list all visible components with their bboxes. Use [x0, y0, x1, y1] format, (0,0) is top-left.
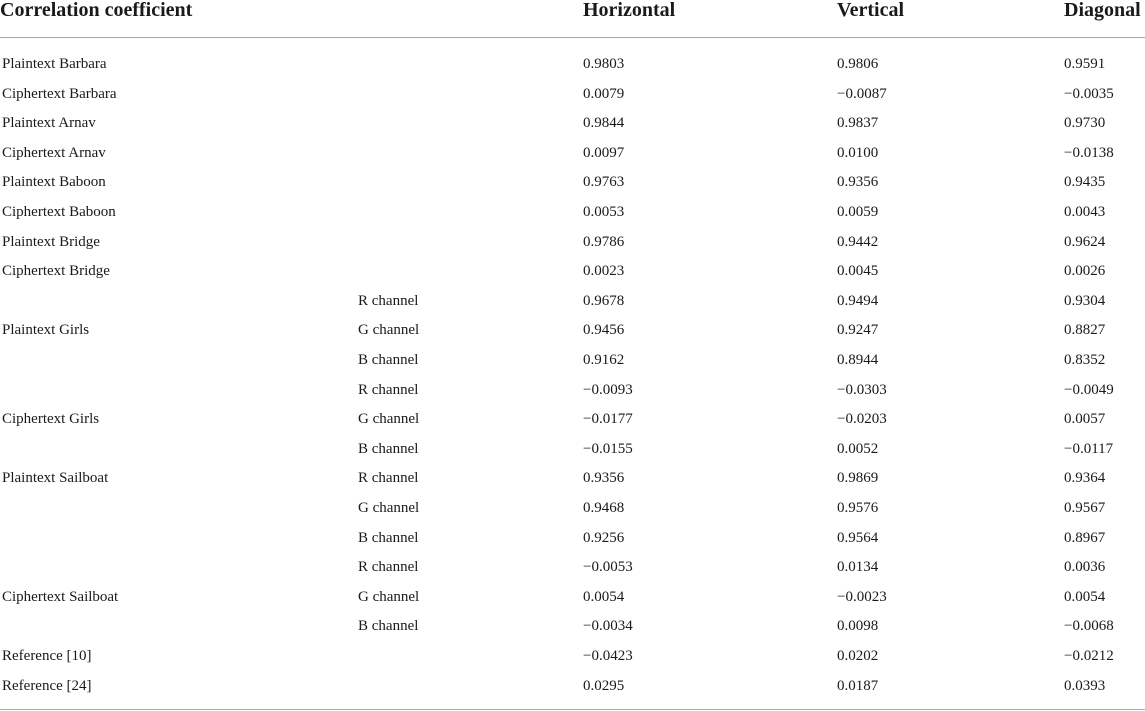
row-channel: G channel [358, 322, 420, 339]
header-correlation-coefficient: Correlation coefficient [0, 0, 193, 21]
row-diagonal: 0.0036 [1064, 559, 1106, 576]
row-diagonal: 0.9435 [1064, 174, 1106, 191]
table-row [0, 531, 1145, 561]
row-horizontal: 0.0295 [583, 677, 625, 694]
row-diagonal: 0.9304 [1064, 292, 1106, 309]
row-diagonal: 0.0043 [1064, 204, 1106, 220]
row-vertical: 0.0045 [837, 263, 879, 280]
row-name: Ciphertext Girls [2, 411, 100, 428]
row-channel: G channel [358, 500, 420, 516]
row-name: Plaintext Arnav [2, 115, 96, 132]
row-horizontal: −0.0423 [583, 648, 633, 664]
row-vertical: 0.0187 [837, 677, 879, 694]
row-horizontal: 0.9786 [583, 233, 625, 250]
row-diagonal: 0.9567 [1064, 500, 1106, 516]
row-name: Plaintext Baboon [2, 174, 106, 191]
row-vertical: −0.0303 [837, 381, 887, 398]
row-vertical: −0.0023 [837, 588, 887, 605]
row-name: Plaintext Barbara [2, 56, 107, 72]
header-vertical: Vertical [837, 0, 905, 21]
row-vertical: 0.0100 [837, 144, 879, 161]
row-vertical: 0.9806 [837, 56, 879, 72]
row-channel: R channel [358, 292, 419, 309]
table-row [0, 323, 1145, 353]
row-vertical: 0.9356 [837, 174, 879, 191]
row-horizontal: 0.0054 [583, 588, 625, 605]
row-vertical: 0.8944 [837, 352, 879, 368]
table-row [0, 294, 1145, 324]
row-channel: G channel [358, 588, 420, 605]
table-row [0, 590, 1145, 620]
table-row [0, 235, 1145, 265]
row-name: Plaintext Girls [2, 322, 90, 339]
table-row [0, 649, 1145, 679]
row-channel: R channel [358, 470, 419, 487]
row-diagonal: 0.9591 [1064, 56, 1106, 72]
row-channel: B channel [358, 440, 419, 457]
row-vertical: 0.9869 [837, 470, 879, 487]
row-name: Reference [10] [2, 648, 92, 664]
row-vertical: 0.0134 [837, 559, 879, 576]
row-horizontal: 0.0079 [583, 85, 625, 102]
row-vertical: 0.9564 [837, 529, 879, 546]
row-horizontal: −0.0093 [583, 381, 633, 398]
row-diagonal: −0.0212 [1064, 648, 1114, 664]
bottom-divider [0, 709, 1145, 710]
row-channel: G channel [358, 411, 420, 428]
row-horizontal: −0.0053 [583, 559, 633, 576]
table-row [0, 679, 1145, 709]
table-row [0, 175, 1145, 205]
row-channel: B channel [358, 529, 419, 546]
row-vertical: 0.9576 [837, 500, 879, 516]
table-row [0, 87, 1145, 117]
row-vertical: 0.0052 [837, 440, 879, 457]
row-diagonal: 0.9364 [1064, 470, 1106, 487]
table-row [0, 146, 1145, 176]
row-horizontal: 0.9456 [583, 322, 625, 339]
row-name: Reference [24] [2, 677, 92, 694]
row-horizontal: 0.9678 [583, 292, 625, 309]
table-row [0, 205, 1145, 235]
row-diagonal: −0.0068 [1064, 618, 1114, 635]
row-channel: R channel [358, 381, 419, 398]
table-row [0, 57, 1145, 87]
row-vertical: 0.9442 [837, 233, 879, 250]
row-vertical: −0.0087 [837, 85, 887, 102]
row-horizontal: −0.0155 [583, 440, 633, 457]
row-channel: B channel [358, 618, 419, 635]
row-diagonal: 0.0054 [1064, 588, 1106, 605]
row-horizontal: −0.0177 [583, 411, 633, 428]
row-vertical: 0.9837 [837, 115, 879, 132]
row-horizontal: 0.9356 [583, 470, 625, 487]
row-diagonal: 0.9624 [1064, 233, 1106, 250]
row-channel: R channel [358, 559, 419, 576]
header-diagonal: Diagonal [1064, 0, 1141, 21]
row-vertical: 0.0098 [837, 618, 879, 635]
table-row [0, 442, 1145, 472]
row-horizontal: 0.9256 [583, 529, 625, 546]
row-name: Ciphertext Barbara [2, 85, 117, 102]
row-vertical: 0.0202 [837, 648, 879, 664]
row-horizontal: 0.0023 [583, 263, 625, 280]
row-vertical: −0.0203 [837, 411, 887, 428]
row-diagonal: −0.0049 [1064, 381, 1114, 398]
row-diagonal: 0.9730 [1064, 115, 1106, 132]
row-horizontal: 0.9763 [583, 174, 625, 191]
row-diagonal: 0.8967 [1064, 529, 1106, 546]
row-name: Ciphertext Sailboat [2, 588, 119, 605]
table-row [0, 383, 1145, 413]
row-diagonal: −0.0117 [1064, 440, 1114, 457]
row-name: Ciphertext Bridge [2, 263, 110, 280]
row-horizontal: 0.0097 [583, 144, 625, 161]
row-name: Ciphertext Baboon [2, 204, 116, 220]
row-diagonal: −0.0138 [1064, 144, 1114, 161]
table-row [0, 264, 1145, 294]
row-name: Ciphertext Arnav [2, 144, 106, 161]
row-vertical: 0.9247 [837, 322, 879, 339]
row-horizontal: 0.9803 [583, 56, 625, 72]
table-row [0, 471, 1145, 501]
table-row [0, 560, 1145, 590]
row-vertical: 0.0059 [837, 204, 879, 220]
row-horizontal: 0.9162 [583, 352, 625, 368]
table-row [0, 353, 1145, 383]
row-diagonal: 0.8827 [1064, 322, 1106, 339]
table-row [0, 412, 1145, 442]
row-name: Plaintext Sailboat [2, 470, 109, 487]
row-channel: B channel [358, 352, 419, 368]
table-row [0, 501, 1145, 531]
row-diagonal: −0.0035 [1064, 85, 1114, 102]
row-diagonal: 0.0393 [1064, 677, 1106, 694]
table-header [0, 0, 1145, 38]
row-name: Plaintext Bridge [2, 233, 100, 250]
table-row [0, 116, 1145, 146]
header-divider [0, 37, 1145, 38]
row-diagonal: 0.0026 [1064, 263, 1106, 280]
header-horizontal: Horizontal [583, 0, 676, 21]
row-diagonal: 0.8352 [1064, 352, 1106, 368]
row-horizontal: 0.9468 [583, 500, 625, 516]
row-horizontal: 0.9844 [583, 115, 625, 132]
table-row [0, 619, 1145, 649]
row-horizontal: −0.0034 [583, 618, 633, 635]
row-vertical: 0.9494 [837, 292, 879, 309]
row-horizontal: 0.0053 [583, 204, 625, 220]
row-diagonal: 0.0057 [1064, 411, 1106, 428]
